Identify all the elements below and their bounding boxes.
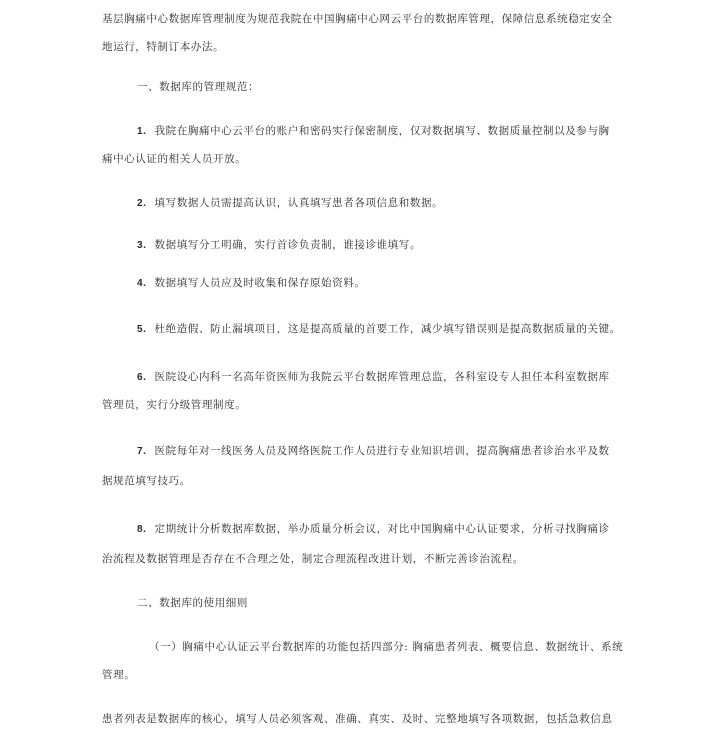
item-text: 数据填写人员应及时收集和保存原始资料。 [154,277,366,289]
list-item-8-cont: 治流程及数据管理是否存在不合理之处，制定合理流程改进计划，不断完善诊治流程。 [102,553,524,565]
list-item-6 [137,370,657,385]
item-number: 4. [137,278,147,289]
item-text: 医院每年对一线医务人员及网络医院工作人员进行专业知识培训，提高胸痛患者诊治水平及数 [154,445,610,457]
section-2-paragraph: 患者列表是数据库的核心，填写人员必须客观、准确、真实、及时、完整地填写各项数据，包括急救信息 [102,713,613,725]
list-item-7-cont: 据规范填写技巧。 [102,475,191,487]
list-item-7 [137,444,657,459]
item-number: 8. [137,524,147,535]
item-number: 1. [137,126,147,137]
section-2-sub-1: （一）胸痛中心认证云平台数据库的功能包括四部分: 胸痛患者列表、概要信息、数据统计、系统 [149,641,624,653]
item-number: 3. [137,240,147,251]
item-text: 定期统计分析数据库数据，举办质量分析会议，对比中国胸痛中心认证要求，分析寻找胸痛诊 [154,523,610,535]
item-number: 7. [137,446,147,457]
list-item-1-cont: 痛中心认证的相关人员开放。 [102,153,247,165]
list-item-4 [137,276,657,291]
list-item-1 [137,124,657,139]
section-2-sub-1-cont: 管理。 [102,669,136,681]
item-text: 数据填写分工明确，实行首诊负责制，谁接诊谁填写。 [154,239,421,251]
list-item-8 [137,522,657,537]
list-item-3 [137,238,657,253]
item-text: 医院设心内科一名高年资医师为我院云平台数据库管理总监，各科室设专人担任本科室数据库 [154,371,610,383]
item-text: 我院在胸痛中心云平台的账户和密码实行保密制度，仅对数据填写、数据质量控制以及参与胸 [154,125,610,137]
item-number: 6. [137,372,147,383]
list-item-6-cont: 管理员，实行分级管理制度。 [102,399,247,411]
intro-line-1: 基层胸痛中心数据库管理制度为规范我院在中国胸痛中心网云平台的数据库管理，保障信息系统稳定安全 [102,13,613,25]
intro-line-2: 地运行，特制订本办法。 [102,41,225,53]
item-number: 5. [137,324,147,335]
list-item-5 [137,322,657,337]
section-1-heading: 一、数据库的管理规范： [137,81,260,93]
item-number: 2. [137,198,147,209]
list-item-2 [137,196,657,211]
item-text: 杜绝造假、防止漏填项目，这是提高质量的首要工作，减少填写错误则是提高数据质量的关键。 [154,323,621,335]
section-2-heading: 二、数据库的使用细则 [137,597,248,609]
item-text: 填写数据人员需提高认识，认真填写患者各项信息和数据。 [154,197,444,209]
